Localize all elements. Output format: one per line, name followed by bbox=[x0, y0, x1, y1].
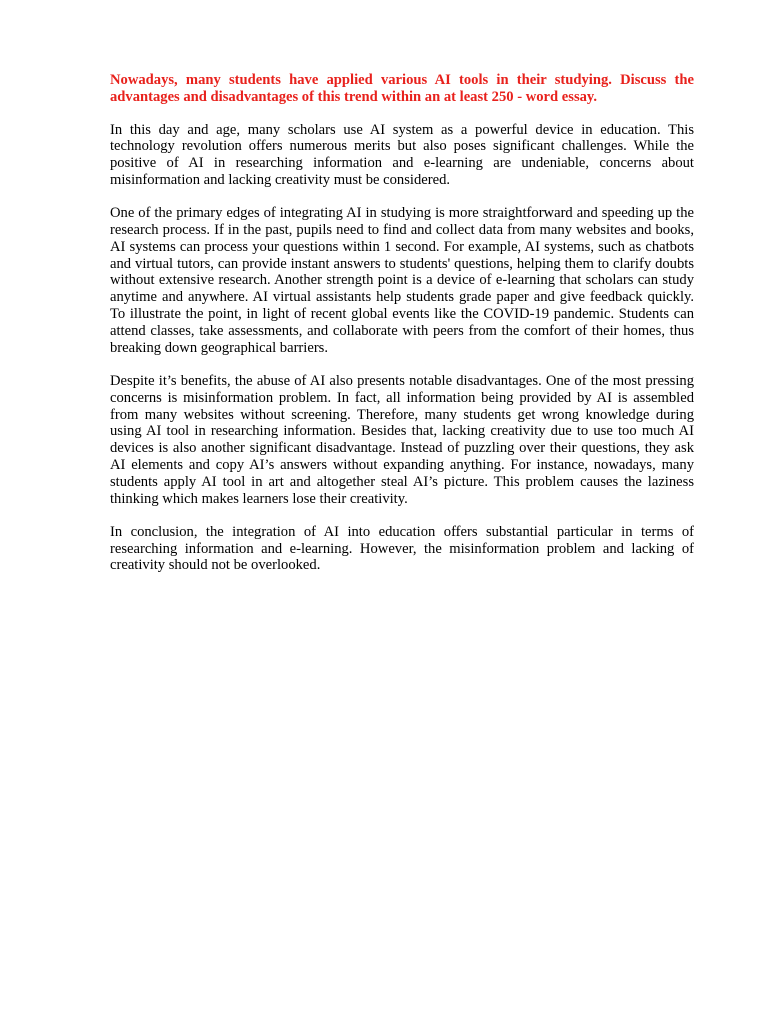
document-page bbox=[110, 72, 694, 591]
paragraph-introduction: In this day and age, many scholars use AI system as a powerful device in education. This technology revolution offers numerous merits but also poses significant challenges. While the positive of AI in researching information and e-learning are undeniable, concerns about misinformation and lacking creativity must be considered. bbox=[110, 121, 694, 188]
paragraph-advantages: One of the primary edges of integrating AI in studying is more straightforward and speeding up the research process. If in the past, pupils need to find and collect data from many websites and books, AI systems can process your questions within 1 second. For example, AI systems, such as chatbots and virtual tutors, can provide instant answers to students' questions, helping them to clarify doubts without extensive research. Another strength point is a device of e-learning that scholars can study anytime and anywhere. AI virtual assistants help students grade paper and give feedback quickly. To illustrate the point, in light of recent global events like the COVID-19 pandemic. Students can attend classes, take assessments, and collaborate with peers from the comfort of their homes, thus breaking down geographical barriers. bbox=[110, 205, 694, 356]
paragraph-disadvantages: Despite it’s benefits, the abuse of AI also presents notable disadvantages. One of the most pressing concerns is misinformation problem. In fact, all information being provided by AI is assembled from many websites without screening. Therefore, many students get wrong knowledge during using AI tool in researching information. Besides that, lacking creativity due to use too much AI devices is also another significant disadvantage. Instead of puzzling over their questions, they ask AI elements and copy AI’s answers without expanding anything. For instance, nowadays, many students apply AI tool in art and altogether steal AI’s picture. This problem causes the laziness thinking which makes learners lose their creativity. bbox=[110, 372, 694, 507]
paragraph-conclusion: In conclusion, the integration of AI into education offers substantial particular in terms of researching information and e-learning. However, the misinformation problem and lacking of creativity should not be overlooked. bbox=[110, 523, 694, 574]
essay-prompt: Nowadays, many students have applied various AI tools in their studying. Discuss the advantages and disadvantages of this trend within an at least 250 - word essay. bbox=[110, 72, 694, 105]
